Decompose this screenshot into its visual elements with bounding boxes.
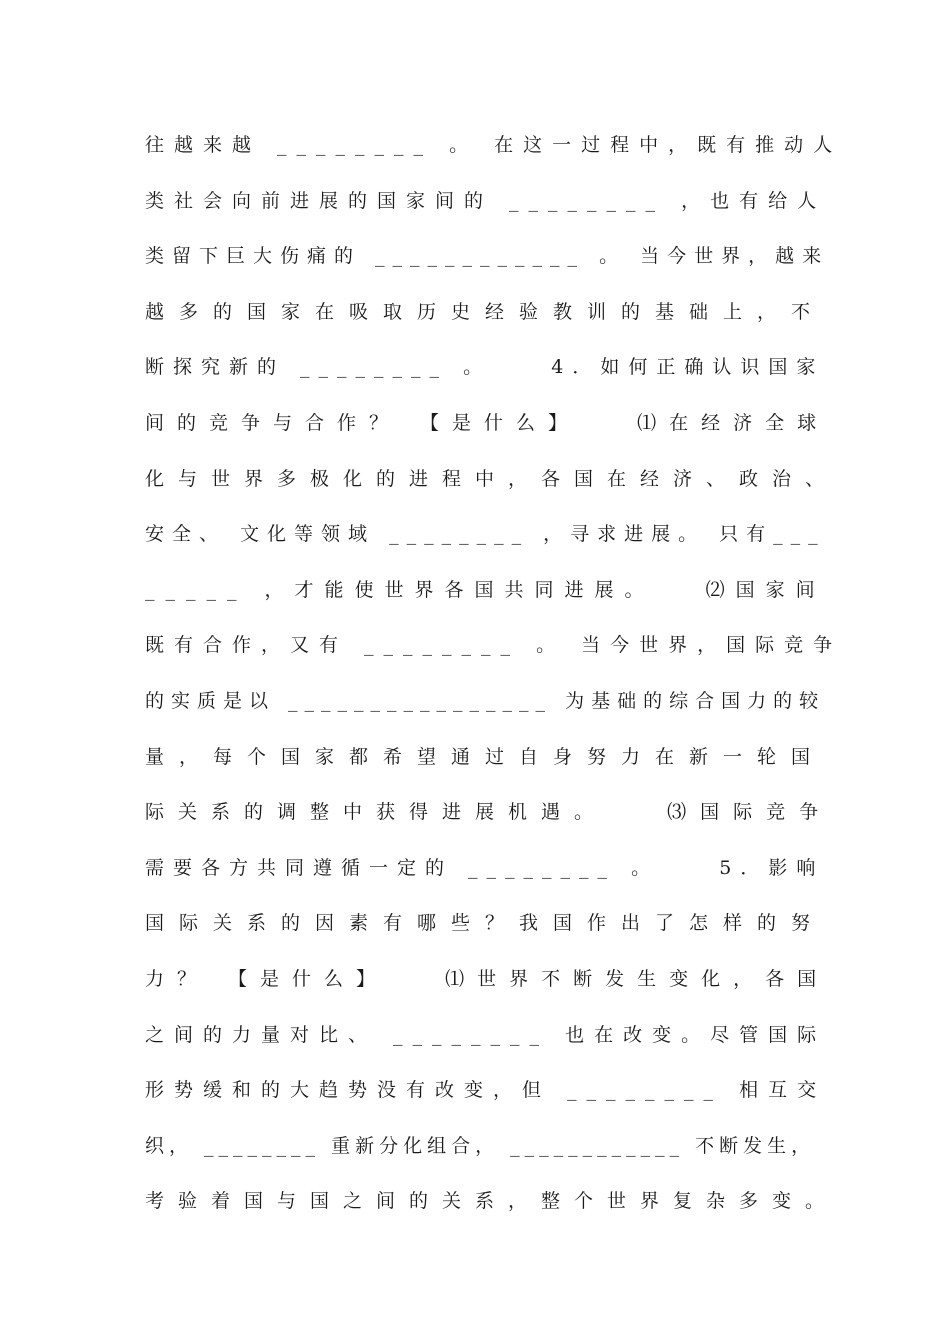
text-line: 断探究新的 ________ 。 4．如何正确认识国家 [145, 356, 825, 378]
text-line: 间的竞争与合作？ 【是什么】 ⑴在经济全球 [145, 412, 830, 434]
text-line: 类留下巨大伤痛的 ____________ 。 当今世界，越来 [145, 245, 830, 267]
text-line: _____ ，才能使世界各国共同进展。 ⑵国家间 [145, 579, 826, 601]
text-line: 既有合作，又有 ________ 。 当今世界，国际竞争 [145, 634, 843, 656]
text-line: 之间的力量对比、 ________ 也在改变。尽管国际 [145, 1024, 827, 1046]
text-line: 往越来越 ________ 。 在这一过程中，既有推动人 [145, 134, 843, 156]
text-line: 需要各方共同遵循一定的 ________ 。 5．影响 [145, 857, 825, 879]
text-line: 越多的国家在吸取历史经验教训的基础上，不 [145, 301, 826, 323]
text-line: 际关系的调整中获得进展机遇。 ⑶国际竞争 [145, 801, 833, 823]
text-line: 力？ 【是什么】 ⑴世界不断发生变化，各国 [145, 968, 830, 990]
text-line: 考验着国与国之间的关系，整个世界复杂多变。 [145, 1190, 839, 1212]
text-line: 类社会向前进展的国家间的 ________ ，也有给人 [145, 190, 827, 212]
text-line: 织， ________ 重新分化组合， ____________ 不断发生， [145, 1135, 816, 1157]
text-line: 化与世界多极化的进程中，各国在经济、政治、 [145, 468, 839, 490]
text-line: 安全、 文化等领域 ________ ，寻求进展。 只有___ [145, 523, 826, 545]
text-line: 的实质是以 ________________ 为基础的综合国力的较 [145, 690, 826, 712]
text-line: 量，每个国家都希望通过自身努力在新一轮国 [145, 746, 826, 768]
text-line: 国际关系的因素有哪些？我国作出了怎样的努 [145, 912, 826, 934]
text-line: 形势缓和的大趋势没有改变，但 ________ 相互交 [145, 1079, 827, 1101]
